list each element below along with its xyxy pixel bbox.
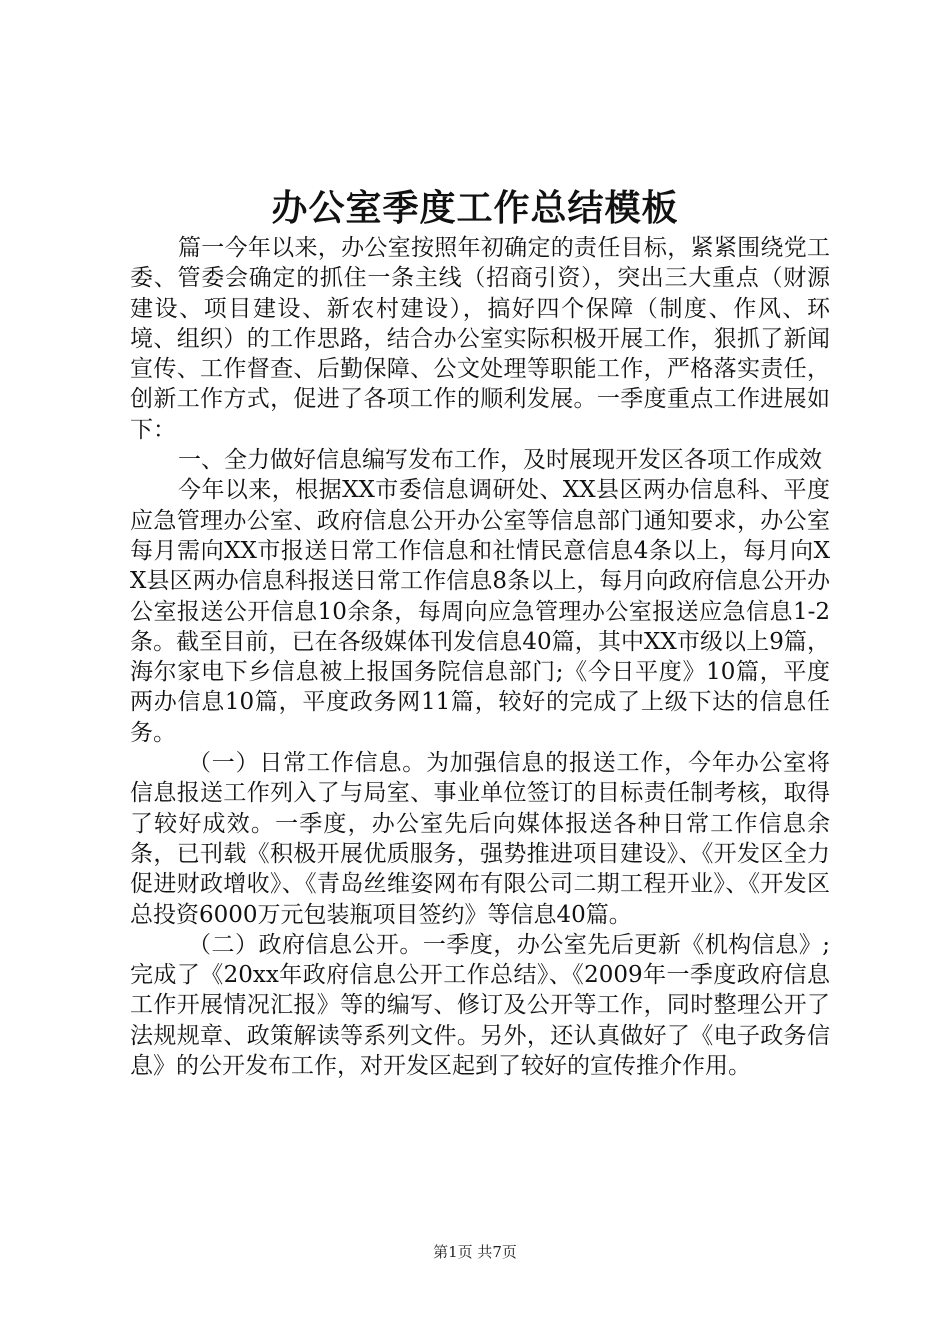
paragraph-gov-info-disclosure: （二）政府信息公开。一季度，办公室先后更新《机构信息》;完成了《20xx年政府信息公开工作总结》、《2009年一季度政府信息工作开展情况汇报》等的编写、修订及公开等工作，同时整理公开了法规规章、政策解读等系列文件。另外，还认真做好了《电子政务信息》的公开发布工作，对开发区起到了较好的宣传推介作用。	[130, 931, 830, 1080]
document-body	[130, 233, 830, 1081]
paragraph-intro: 篇一今年以来，办公室按照年初确定的责任目标，紧紧围绕党工委、管委会确定的抓住一条主线（招商引资），突出三大重点（财源建设、项目建设、新农村建设），搞好四个保障（制度、作风、环境、组织）的工作思路，结合办公室实际积极开展工作，狠抓了新闻宣传、工作督查、后勤保障、公文处理等职能工作，严格落实责任，创新工作方式，促进了各项工作的顺利发展。一季度重点工作进展如下：	[130, 235, 830, 443]
document-title: 办公室季度工作总结模板	[271, 187, 679, 229]
section-heading-1: 一、全力做好信息编写发布工作，及时展现开发区各项工作成效	[178, 447, 822, 474]
paragraph-daily-info: （一）日常工作信息。为加强信息的报送工作，今年办公室将信息报送工作列入了与局室、事业单位签订的目标责任制考核，取得了较好成效。一季度，办公室先后向媒体报送各种日常工作信息余条，已刊载《积极开展优质服务，强势推进项目建设》、《开发区全力促进财政增收》、《青岛丝维姿网布有限公司二期工程开业》、《开发区总投资6000万元包装瓶项目签约》等信息40篇。	[130, 750, 830, 928]
paragraph-info-summary: 今年以来，根据XX市委信息调研处、XX县区两办信息科、平度应急管理办公室、政府信息公开办公室等信息部门通知要求，办公室每月需向XX市报送日常工作信息和社情民意信息4条以上，每月向XX县区两办信息科报送日常工作信息8条以上，每月向政府信息公开办公室报送公开信息10余条，每周向应急管理办公室报送应急信息1-2条。截至目前，已在各级媒体刊发信息40篇，其中XX市级以上9篇，海尔家电下乡信息被上报国务院信息部门;《今日平度》10篇，平度两办信息10篇，平度政务网11篇，较好的完成了上级下达的信息任务。	[130, 477, 830, 746]
page-number-footer: 第1页 共7页	[433, 1243, 517, 1261]
